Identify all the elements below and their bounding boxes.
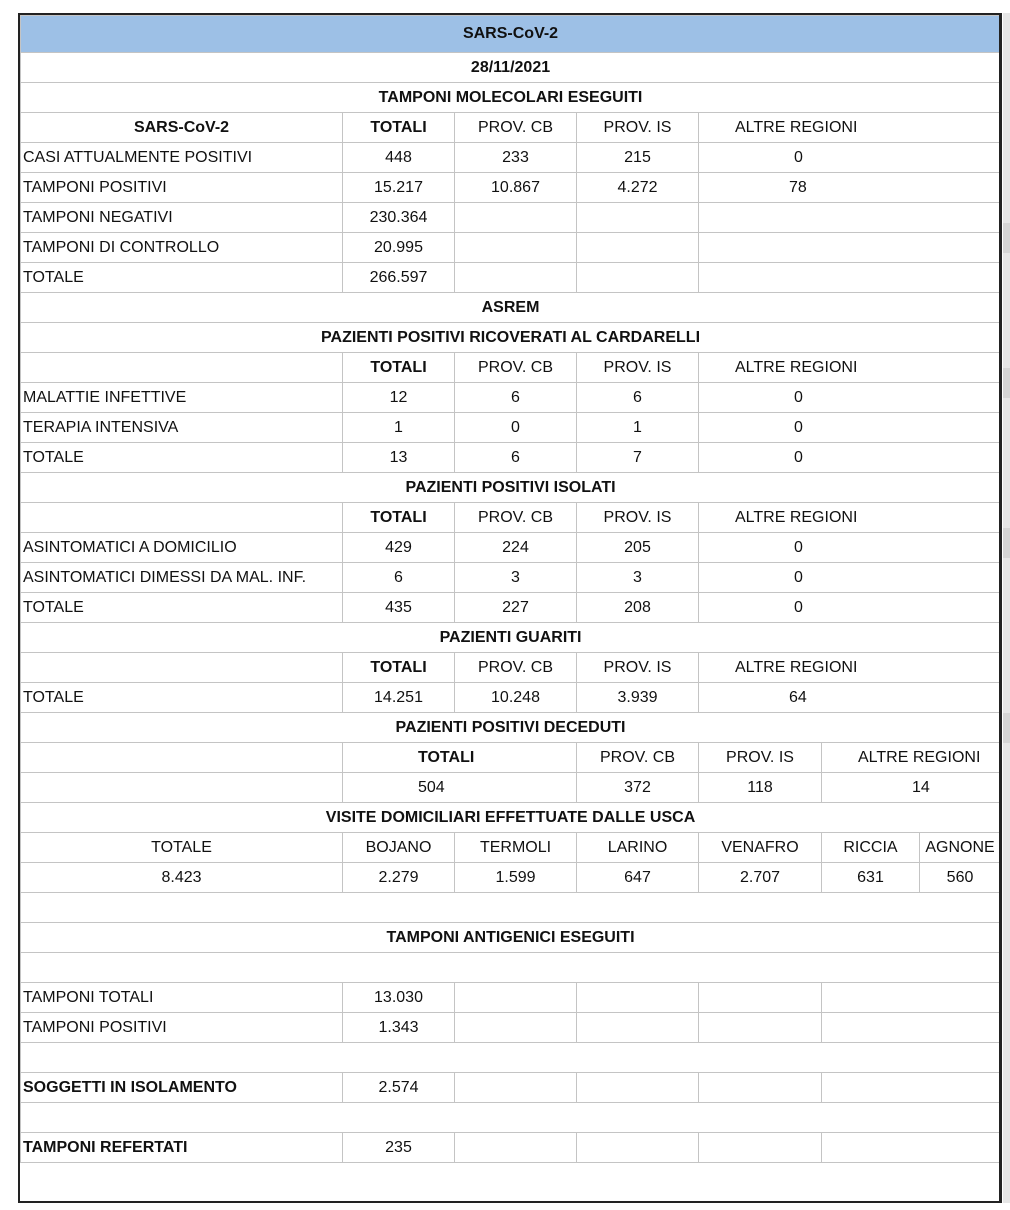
col-totali: TOTALI <box>343 653 455 683</box>
empty-cell <box>21 1103 1001 1133</box>
row-label: SOGGETTI IN ISOLAMENTO <box>21 1073 343 1103</box>
empty-cell <box>21 503 343 533</box>
row-label: TAMPONI DI CONTROLLO <box>21 233 343 263</box>
empty-cell <box>577 983 699 1013</box>
cell-totale: 8.423 <box>21 863 343 893</box>
empty-cell <box>699 263 1001 293</box>
antigenici-heading: TAMPONI ANTIGENICI ESEGUITI <box>21 923 1001 953</box>
col-termoli: TERMOLI <box>455 833 577 863</box>
row-label: TAMPONI POSITIVI <box>21 1013 343 1043</box>
cell-prov-is: 205 <box>577 533 699 563</box>
deceduti-heading: PAZIENTI POSITIVI DECEDUTI <box>21 713 1001 743</box>
cell-value: 13.030 <box>343 983 455 1013</box>
col-prov-cb: PROV. CB <box>455 653 577 683</box>
section-heading <box>21 923 1001 953</box>
cell-prov-cb: 224 <box>455 533 577 563</box>
table-row <box>21 233 1001 263</box>
row-label: MALATTIE INFETTIVE <box>21 383 343 413</box>
cell-altre: 0 <box>699 383 1001 413</box>
empty-cell <box>699 233 1001 263</box>
empty-cell <box>577 203 699 233</box>
spacer-row <box>21 953 1001 983</box>
row-label: TAMPONI POSITIVI <box>21 173 343 203</box>
cell-venafro: 2.707 <box>699 863 822 893</box>
col-agnone: AGNONE <box>920 833 1001 863</box>
title-row <box>21 16 1001 53</box>
table-row <box>21 1013 1001 1043</box>
cell-altre: 78 <box>699 173 1001 203</box>
col-totali: TOTALI <box>343 353 455 383</box>
report-date: 28/11/2021 <box>21 53 1001 83</box>
date-row <box>21 53 1001 83</box>
section-heading <box>21 83 1001 113</box>
col-prov-is: PROV. IS <box>699 743 822 773</box>
empty-cell <box>455 263 577 293</box>
empty-cell <box>699 1013 822 1043</box>
isolati-heading: PAZIENTI POSITIVI ISOLATI <box>21 473 1001 503</box>
cell-altre: 0 <box>699 533 1001 563</box>
cell-totali: 14.251 <box>343 683 455 713</box>
col-totali: TOTALI <box>343 743 577 773</box>
cell-prov-is: 3.939 <box>577 683 699 713</box>
col-bojano: BOJANO <box>343 833 455 863</box>
sheet-margin <box>1003 13 1010 1203</box>
cell-altre: 0 <box>699 593 1001 623</box>
column-header-row <box>21 653 1001 683</box>
col-altre-regioni: ALTRE REGIONI <box>822 743 1001 773</box>
usca-heading: VISITE DOMICILIARI EFFETTUATE DALLE USCA <box>21 803 1001 833</box>
section-heading <box>21 293 1001 323</box>
col-prov-cb: PROV. CB <box>455 503 577 533</box>
empty-cell <box>577 233 699 263</box>
cell-prov-cb: 3 <box>455 563 577 593</box>
table-row <box>21 863 1001 893</box>
col-altre-regioni: ALTRE REGIONI <box>699 653 1001 683</box>
empty-cell <box>822 983 1001 1013</box>
empty-cell <box>822 1073 1001 1103</box>
cell-value: 235 <box>343 1133 455 1163</box>
table-row <box>21 683 1001 713</box>
guariti-heading: PAZIENTI GUARITI <box>21 623 1001 653</box>
col-prov-is: PROV. IS <box>577 503 699 533</box>
section-heading <box>21 803 1001 833</box>
empty-cell <box>577 263 699 293</box>
empty-cell <box>455 1013 577 1043</box>
section-heading <box>21 713 1001 743</box>
row-label: TAMPONI NEGATIVI <box>21 203 343 233</box>
cell-totali: 1 <box>343 413 455 443</box>
cell-prov-cb: 6 <box>455 383 577 413</box>
col-prov-is: PROV. IS <box>577 353 699 383</box>
row-label: TOTALE <box>21 593 343 623</box>
cell-value: 2.574 <box>343 1073 455 1103</box>
row-label: ASINTOMATICI A DOMICILIO <box>21 533 343 563</box>
cell-prov-cb: 233 <box>455 143 577 173</box>
cell-prov-cb: 0 <box>455 413 577 443</box>
empty-cell <box>21 773 343 803</box>
table-row <box>21 533 1001 563</box>
column-header-row <box>21 113 1001 143</box>
row-label: TOTALE <box>21 263 343 293</box>
col-venafro: VENAFRO <box>699 833 822 863</box>
table-row <box>21 983 1001 1013</box>
cell-altre: 64 <box>699 683 1001 713</box>
cell-totali: 20.995 <box>343 233 455 263</box>
cell-totali: 504 <box>343 773 577 803</box>
col-totali: TOTALI <box>343 503 455 533</box>
cell-bojano: 2.279 <box>343 863 455 893</box>
table-row <box>21 563 1001 593</box>
cell-prov-is: 4.272 <box>577 173 699 203</box>
col-prov-is: PROV. IS <box>577 653 699 683</box>
empty-cell <box>21 743 343 773</box>
cell-prov-cb: 10.867 <box>455 173 577 203</box>
col-totali: TOTALI <box>343 113 455 143</box>
empty-cell <box>699 203 1001 233</box>
table-row <box>21 773 1001 803</box>
table-row <box>21 143 1001 173</box>
table-row <box>21 593 1001 623</box>
empty-cell <box>699 1073 822 1103</box>
cell-totali: 448 <box>343 143 455 173</box>
col-altre-regioni: ALTRE REGIONI <box>699 503 1001 533</box>
report-title: SARS-CoV-2 <box>21 16 1001 53</box>
cell-altre: 0 <box>699 143 1001 173</box>
cell-prov-cb: 6 <box>455 443 577 473</box>
empty-cell <box>455 983 577 1013</box>
section-heading <box>21 323 1001 353</box>
col-prov-cb: PROV. CB <box>455 113 577 143</box>
cell-value: 1.343 <box>343 1013 455 1043</box>
col-larino: LARINO <box>577 833 699 863</box>
covid-report-sheet <box>18 13 1002 1203</box>
cell-altre: 14 <box>822 773 1001 803</box>
cell-prov-cb: 10.248 <box>455 683 577 713</box>
empty-cell <box>822 1013 1001 1043</box>
row-label: TAMPONI TOTALI <box>21 983 343 1013</box>
column-header-row <box>21 353 1001 383</box>
table-row <box>21 1073 1001 1103</box>
molecolari-heading: TAMPONI MOLECOLARI ESEGUITI <box>21 83 1001 113</box>
col-prov-cb: PROV. CB <box>577 743 699 773</box>
table-row <box>21 263 1001 293</box>
table-row <box>21 1133 1001 1163</box>
table-row <box>21 173 1001 203</box>
cell-riccia: 631 <box>822 863 920 893</box>
section-heading <box>21 623 1001 653</box>
empty-cell <box>577 1133 699 1163</box>
cell-agnone: 560 <box>920 863 1001 893</box>
corner-label: SARS-CoV-2 <box>21 113 343 143</box>
col-prov-cb: PROV. CB <box>455 353 577 383</box>
cell-prov-is: 118 <box>699 773 822 803</box>
empty-cell <box>21 953 1001 983</box>
col-totale: TOTALE <box>21 833 343 863</box>
cell-totali: 266.597 <box>343 263 455 293</box>
table-row <box>21 383 1001 413</box>
col-prov-is: PROV. IS <box>577 113 699 143</box>
cell-totali: 6 <box>343 563 455 593</box>
column-header-row <box>21 503 1001 533</box>
cell-prov-is: 7 <box>577 443 699 473</box>
spacer-row <box>21 893 1001 923</box>
empty-cell <box>699 983 822 1013</box>
empty-cell <box>455 1133 577 1163</box>
empty-cell <box>577 1013 699 1043</box>
spacer-row <box>21 1043 1001 1073</box>
cell-prov-cb: 227 <box>455 593 577 623</box>
cell-prov-is: 208 <box>577 593 699 623</box>
empty-cell <box>699 1133 822 1163</box>
empty-cell <box>822 1133 1001 1163</box>
empty-cell <box>21 353 343 383</box>
cell-altre: 0 <box>699 563 1001 593</box>
cell-altre: 0 <box>699 413 1001 443</box>
section-heading <box>21 473 1001 503</box>
row-label: TOTALE <box>21 683 343 713</box>
cell-altre: 0 <box>699 443 1001 473</box>
table-row <box>21 443 1001 473</box>
empty-cell <box>21 893 1001 923</box>
spacer-row <box>21 1103 1001 1133</box>
empty-cell <box>455 1073 577 1103</box>
cell-prov-is: 215 <box>577 143 699 173</box>
col-altre-regioni: ALTRE REGIONI <box>699 353 1001 383</box>
table-row <box>21 203 1001 233</box>
cell-larino: 647 <box>577 863 699 893</box>
cell-totali: 13 <box>343 443 455 473</box>
cell-prov-cb: 372 <box>577 773 699 803</box>
row-label: TERAPIA INTENSIVA <box>21 413 343 443</box>
cell-totali: 230.364 <box>343 203 455 233</box>
empty-cell <box>455 203 577 233</box>
col-riccia: RICCIA <box>822 833 920 863</box>
cell-totali: 435 <box>343 593 455 623</box>
column-header-row <box>21 743 1001 773</box>
empty-cell <box>21 1043 1001 1073</box>
empty-cell <box>455 233 577 263</box>
row-label: ASINTOMATICI DIMESSI DA MAL. INF. <box>21 563 343 593</box>
asrem-heading: ASREM <box>21 293 1001 323</box>
cell-prov-is: 3 <box>577 563 699 593</box>
report-table <box>20 15 1001 1163</box>
table-row <box>21 413 1001 443</box>
cell-prov-is: 6 <box>577 383 699 413</box>
cell-termoli: 1.599 <box>455 863 577 893</box>
row-label: TOTALE <box>21 443 343 473</box>
ricoverati-heading: PAZIENTI POSITIVI RICOVERATI AL CARDARELLI <box>21 323 1001 353</box>
cell-totali: 429 <box>343 533 455 563</box>
column-header-row <box>21 833 1001 863</box>
empty-cell <box>21 653 343 683</box>
row-label: TAMPONI REFERTATI <box>21 1133 343 1163</box>
cell-prov-is: 1 <box>577 413 699 443</box>
col-altre-regioni: ALTRE REGIONI <box>699 113 1001 143</box>
cell-totali: 12 <box>343 383 455 413</box>
row-label: CASI ATTUALMENTE POSITIVI <box>21 143 343 173</box>
empty-cell <box>577 1073 699 1103</box>
cell-totali: 15.217 <box>343 173 455 203</box>
